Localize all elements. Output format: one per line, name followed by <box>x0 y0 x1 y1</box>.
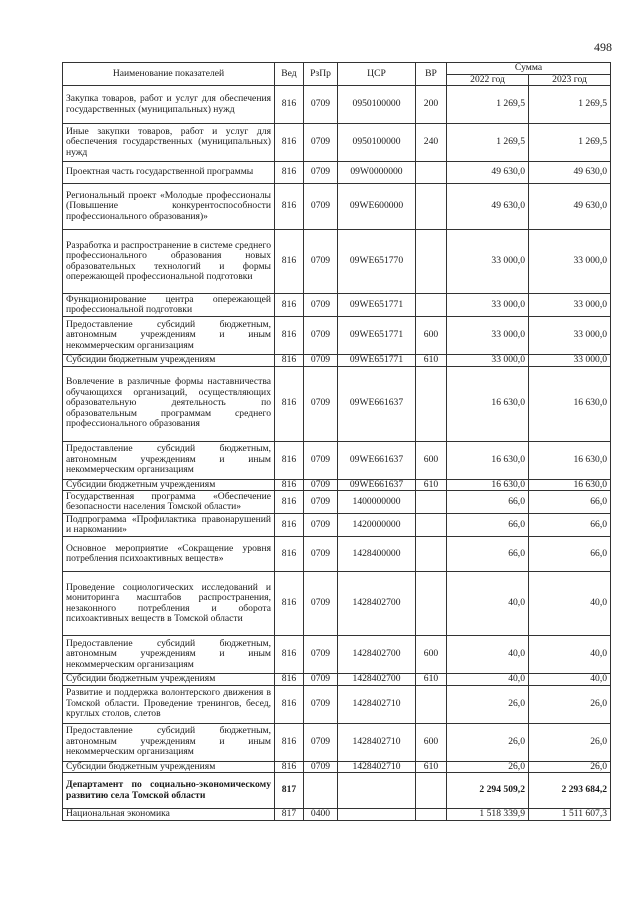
cell-rzpr: 0709 <box>304 355 338 367</box>
cell-name: Проектная часть государственной программы <box>63 162 275 184</box>
cell-csr: 1428402700 <box>338 636 416 674</box>
cell-rzpr: 0709 <box>304 317 338 355</box>
header-ved: Вед <box>275 63 304 86</box>
cell-name: Разработка и распространение в системе среднего профессионального образования новых образовательных технологий и формы опережающей профессиональной подготовки <box>63 230 275 294</box>
cell-vr: 600 <box>416 441 447 479</box>
cell-sum-2022: 16 630,0 <box>447 366 529 441</box>
cell-sum-2023: 2 293 684,2 <box>529 773 611 809</box>
cell-vr <box>416 230 447 294</box>
cell-ved: 816 <box>275 723 304 761</box>
cell-vr: 610 <box>416 761 447 773</box>
cell-ved: 816 <box>275 294 304 317</box>
cell-sum-2023: 49 630,0 <box>529 162 611 184</box>
cell-sum-2022: 1 518 339,9 <box>447 809 529 821</box>
cell-sum-2022: 33 000,0 <box>447 294 529 317</box>
cell-sum-2022: 26,0 <box>447 685 529 723</box>
cell-rzpr: 0709 <box>304 294 338 317</box>
cell-rzpr: 0709 <box>304 184 338 230</box>
cell-csr <box>338 809 416 821</box>
cell-name: Закупка товаров, работ и услуг для обеспечения государственных (муниципальных) нужд <box>63 86 275 124</box>
table-row <box>63 317 611 355</box>
cell-vr: 600 <box>416 636 447 674</box>
cell-vr: 200 <box>416 86 447 124</box>
table-row <box>63 162 611 184</box>
cell-sum-2023: 1 269,5 <box>529 86 611 124</box>
cell-vr <box>416 773 447 809</box>
cell-ved: 816 <box>275 572 304 636</box>
cell-ved: 816 <box>275 441 304 479</box>
table-row <box>63 124 611 162</box>
cell-name: Вовлечение в различные формы наставничества обучающихся организаций, осуществляющих образовательную деятельность по образовательным программам среднего профессионального образования <box>63 366 275 441</box>
cell-name: Предоставление субсидий бюджетным, автономным учреждениям и иным некоммерческим организациям <box>63 441 275 479</box>
cell-csr: 09WE600000 <box>338 184 416 230</box>
cell-ved: 816 <box>275 514 304 537</box>
cell-vr <box>416 514 447 537</box>
cell-ved: 816 <box>275 317 304 355</box>
cell-csr <box>338 773 416 809</box>
cell-sum-2022: 26,0 <box>447 723 529 761</box>
table-row <box>63 572 611 636</box>
cell-sum-2022: 66,0 <box>447 537 529 572</box>
cell-name: Субсидии бюджетным учреждениям <box>63 355 275 367</box>
cell-sum-2022: 66,0 <box>447 514 529 537</box>
cell-rzpr: 0709 <box>304 491 338 514</box>
cell-ved: 816 <box>275 537 304 572</box>
cell-csr: 09WE651771 <box>338 317 416 355</box>
cell-sum-2022: 33 000,0 <box>447 355 529 367</box>
cell-sum-2023: 40,0 <box>529 636 611 674</box>
cell-rzpr: 0709 <box>304 366 338 441</box>
cell-rzpr: 0709 <box>304 723 338 761</box>
cell-ved: 816 <box>275 491 304 514</box>
cell-vr: 610 <box>416 355 447 367</box>
header-year-2023: 2023 год <box>529 74 611 86</box>
cell-vr <box>416 491 447 514</box>
cell-name: Предоставление субсидий бюджетным, автономным учреждениям и иным некоммерческим организациям <box>63 723 275 761</box>
cell-name: Субсидии бюджетным учреждениям <box>63 674 275 686</box>
cell-csr: 1428402710 <box>338 685 416 723</box>
cell-rzpr: 0709 <box>304 479 338 491</box>
cell-sum-2023: 40,0 <box>529 674 611 686</box>
budget-table <box>62 62 611 821</box>
cell-sum-2023: 26,0 <box>529 723 611 761</box>
cell-rzpr: 0709 <box>304 537 338 572</box>
cell-ved: 816 <box>275 86 304 124</box>
cell-sum-2023: 66,0 <box>529 537 611 572</box>
cell-sum-2023: 33 000,0 <box>529 355 611 367</box>
cell-sum-2023: 33 000,0 <box>529 230 611 294</box>
cell-vr <box>416 809 447 821</box>
table-row <box>63 355 611 367</box>
cell-vr: 600 <box>416 317 447 355</box>
cell-sum-2022: 2 294 509,2 <box>447 773 529 809</box>
header-rzpr: РзПр <box>304 63 338 86</box>
table-row <box>63 491 611 514</box>
cell-csr: 09WE661637 <box>338 479 416 491</box>
cell-rzpr: 0709 <box>304 514 338 537</box>
cell-sum-2022: 33 000,0 <box>447 317 529 355</box>
table-row <box>63 230 611 294</box>
cell-csr: 09WE661637 <box>338 441 416 479</box>
cell-csr: 09W0000000 <box>338 162 416 184</box>
cell-vr <box>416 366 447 441</box>
cell-csr: 0950100000 <box>338 86 416 124</box>
cell-sum-2022: 1 269,5 <box>447 124 529 162</box>
cell-ved: 816 <box>275 355 304 367</box>
cell-sum-2023: 16 630,0 <box>529 441 611 479</box>
table-row <box>63 514 611 537</box>
cell-name: Развитие и поддержка волонтерского движения в Томской области. Проведение тренингов, бесед, круглых столов, слетов <box>63 685 275 723</box>
cell-ved: 816 <box>275 685 304 723</box>
cell-sum-2023: 33 000,0 <box>529 317 611 355</box>
cell-csr: 1428402710 <box>338 761 416 773</box>
cell-vr <box>416 685 447 723</box>
cell-vr <box>416 572 447 636</box>
cell-csr: 1428402700 <box>338 674 416 686</box>
cell-name: Государственная программа «Обеспечение безопасности населения Томской области» <box>63 491 275 514</box>
header-name: Наименование показателей <box>63 63 275 86</box>
cell-name: Субсидии бюджетным учреждениям <box>63 761 275 773</box>
cell-rzpr: 0709 <box>304 572 338 636</box>
cell-ved: 816 <box>275 479 304 491</box>
cell-sum-2023: 49 630,0 <box>529 184 611 230</box>
table-row <box>63 674 611 686</box>
cell-rzpr: 0400 <box>304 809 338 821</box>
cell-vr: 610 <box>416 479 447 491</box>
header-year-2022: 2022 год <box>447 74 529 86</box>
cell-sum-2022: 16 630,0 <box>447 441 529 479</box>
table-row <box>63 537 611 572</box>
cell-name: Подпрограмма «Профилактика правонарушений и наркомании» <box>63 514 275 537</box>
cell-rzpr <box>304 773 338 809</box>
header-vr: ВР <box>416 63 447 86</box>
cell-sum-2023: 16 630,0 <box>529 366 611 441</box>
cell-vr <box>416 294 447 317</box>
cell-ved: 816 <box>275 636 304 674</box>
cell-sum-2023: 16 630,0 <box>529 479 611 491</box>
cell-name: Национальная экономика <box>63 809 275 821</box>
cell-rzpr: 0709 <box>304 124 338 162</box>
cell-csr: 09WE651771 <box>338 294 416 317</box>
cell-sum-2023: 40,0 <box>529 572 611 636</box>
cell-vr: 600 <box>416 723 447 761</box>
cell-ved: 816 <box>275 124 304 162</box>
cell-name: Региональный проект «Молодые профессионалы (Повышение конкурентоспособности профессионального образования)» <box>63 184 275 230</box>
table-row <box>63 809 611 821</box>
cell-sum-2023: 26,0 <box>529 685 611 723</box>
cell-sum-2022: 16 630,0 <box>447 479 529 491</box>
cell-sum-2023: 66,0 <box>529 514 611 537</box>
cell-sum-2023: 66,0 <box>529 491 611 514</box>
header-csr: ЦСР <box>338 63 416 86</box>
cell-name: Предоставление субсидий бюджетным, автономным учреждениям и иным некоммерческим организациям <box>63 636 275 674</box>
table-row <box>63 773 611 809</box>
cell-sum-2022: 40,0 <box>447 674 529 686</box>
cell-name: Функционирование центра опережающей профессиональной подготовки <box>63 294 275 317</box>
cell-csr: 09WE651771 <box>338 355 416 367</box>
cell-sum-2022: 49 630,0 <box>447 162 529 184</box>
cell-sum-2022: 26,0 <box>447 761 529 773</box>
cell-csr: 1428402700 <box>338 572 416 636</box>
cell-csr: 1428400000 <box>338 537 416 572</box>
table-row <box>63 479 611 491</box>
cell-name: Иные закупки товаров, работ и услуг для обеспечения государственных (муниципальных) нужд <box>63 124 275 162</box>
cell-rzpr: 0709 <box>304 441 338 479</box>
cell-ved: 816 <box>275 761 304 773</box>
cell-name: Проведение социологических исследований и мониторинга масштабов распространения, незаконного потребления и оборота психоактивных веществ в Томской области <box>63 572 275 636</box>
cell-sum-2023: 33 000,0 <box>529 294 611 317</box>
table-row <box>63 366 611 441</box>
cell-ved: 816 <box>275 230 304 294</box>
table-row <box>63 86 611 124</box>
cell-sum-2022: 1 269,5 <box>447 86 529 124</box>
table-row <box>63 441 611 479</box>
cell-rzpr: 0709 <box>304 674 338 686</box>
cell-ved: 816 <box>275 162 304 184</box>
cell-rzpr: 0709 <box>304 86 338 124</box>
cell-name: Субсидии бюджетным учреждениям <box>63 479 275 491</box>
cell-name: Департамент по социально-экономическому развитию села Томской области <box>63 773 275 809</box>
table-row <box>63 184 611 230</box>
cell-rzpr: 0709 <box>304 636 338 674</box>
header-sum: Сумма <box>447 63 611 75</box>
table-row <box>63 685 611 723</box>
cell-vr: 240 <box>416 124 447 162</box>
cell-csr: 1420000000 <box>338 514 416 537</box>
cell-name: Предоставление субсидий бюджетным, автономным учреждениям и иным некоммерческим организациям <box>63 317 275 355</box>
cell-csr: 09WE661637 <box>338 366 416 441</box>
cell-sum-2023: 26,0 <box>529 761 611 773</box>
cell-sum-2022: 40,0 <box>447 636 529 674</box>
cell-sum-2023: 1 511 607,3 <box>529 809 611 821</box>
cell-sum-2022: 40,0 <box>447 572 529 636</box>
table-row <box>63 636 611 674</box>
cell-vr <box>416 162 447 184</box>
cell-sum-2022: 33 000,0 <box>447 230 529 294</box>
cell-rzpr: 0709 <box>304 162 338 184</box>
page-number: 498 <box>594 40 612 54</box>
table-row <box>63 761 611 773</box>
cell-ved: 816 <box>275 366 304 441</box>
cell-sum-2022: 49 630,0 <box>447 184 529 230</box>
cell-vr <box>416 184 447 230</box>
table-row <box>63 294 611 317</box>
table-row <box>63 723 611 761</box>
cell-vr: 610 <box>416 674 447 686</box>
cell-ved: 817 <box>275 773 304 809</box>
cell-ved: 817 <box>275 809 304 821</box>
cell-csr: 1428402710 <box>338 723 416 761</box>
cell-rzpr: 0709 <box>304 685 338 723</box>
cell-sum-2023: 1 269,5 <box>529 124 611 162</box>
cell-csr: 0950100000 <box>338 124 416 162</box>
cell-ved: 816 <box>275 184 304 230</box>
cell-vr <box>416 537 447 572</box>
cell-rzpr: 0709 <box>304 230 338 294</box>
cell-ved: 816 <box>275 674 304 686</box>
cell-sum-2022: 66,0 <box>447 491 529 514</box>
cell-csr: 1400000000 <box>338 491 416 514</box>
cell-name: Основное мероприятие «Сокращение уровня потребления психоактивных веществ» <box>63 537 275 572</box>
cell-rzpr: 0709 <box>304 761 338 773</box>
cell-csr: 09WE651770 <box>338 230 416 294</box>
